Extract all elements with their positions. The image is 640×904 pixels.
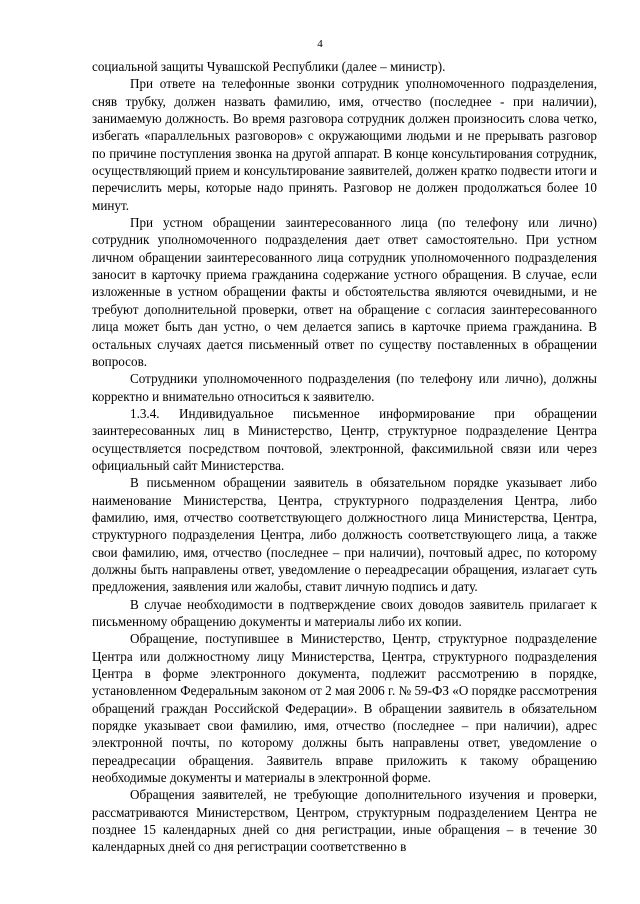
paragraph-written-request: В письменном обращении заявитель в обязательном порядке указывает либо наименование Министерства, Центра, структурного подразделения Центра, либо фамилию, имя, отчество соответствующего должностного лица Министерства, Центра, структурного подразделения Центра, либо должность соответствующего лица, а также свои фамилию, имя, отчество (последнее – при наличии), почтовый адрес, по которому должны быть направлены ответ, уведомление о переадресации обращения, излагает суть предложения, заявления или жалобы, ставит личную подпись и дату. (92, 475, 597, 595)
paragraph-review-terms: Обращения заявителей, не требующие дополнительного изучения и проверки, рассматриваются Министерством, Центром, структурным подразделением Центра не позднее 15 календарных дней со дня регистрации, иные обращения – в течение 30 календарных дней со дня регистрации соответственно в (92, 787, 597, 855)
paragraph-section-1-3-4: 1.3.4. Индивидуальное письменное информирование при обращении заинтересованных лиц в Министерство, Центр, структурное подразделение Центра осуществляется посредством почтовой, электронной, факсимильной связи или через официальный сайт Министерства. (92, 405, 597, 473)
paragraph-electronic-request: Обращение, поступившее в Министерство, Центр, структурное подразделение Центра или должностному лицу Министерства, Центра, структурного подразделения Центра в форме электронного документа, подлежит рассмотрению в порядке, установленном Федеральным законом от 2 мая 2006 г. № 59-ФЗ «О порядке рассмотрения обращений граждан Российской Федерации». В обращении заявитель в обязательном порядке указывает свои фамилию, имя, отчество (последнее – при наличии), адрес электронной почты, по которому должны быть направлены ответ, уведомление о переадресации обращения. Заявитель вправе приложить к такому обращению необходимые документы и материалы в электронной форме. (92, 631, 597, 786)
page-number: 4 (317, 38, 323, 50)
document-body (92, 58, 597, 856)
paragraph-phone-answer: При ответе на телефонные звонки сотрудник уполномоченного подразделения, сняв трубку, должен назвать фамилию, имя, отчество (последнее - при наличии), занимаемую должность. Во время разговора сотрудник должен произносить слова четко, избегать «параллельных разговоров» с окружающими людьми и не прерывать разговор по причине поступления звонка на другой аппарат. В конце консультирования сотрудник, осуществляющий прием и консультирование заявителей, должен кратко подвести итоги и перечислить меры, которые надо принять. Разговор не должен продолжаться более 10 минут. (92, 76, 597, 213)
paragraph-staff-conduct: Сотрудники уполномоченного подразделения (по телефону или лично), должны корректно и внимательно относиться к заявителю. (92, 371, 597, 404)
paragraph-oral-request: При устном обращении заинтересованного лица (по телефону или лично) сотрудник уполномоченного подразделения дает ответ самостоятельно. При устном личном обращении заинтересованного лица сотрудник уполномоченного подразделения заносит в карточку приема гражданина содержание устного обращения. В случае, если изложенные в устном обращении факты и обстоятельства являются очевидными, и не требуют дополнительной проверки, ответ на обращение с согласия заинтересованного лица может быть дан устно, о чем делается запись в карточке приема гражданина. В остальных случаях дается письменный ответ по существу поставленных в обращении вопросов. (92, 215, 597, 369)
paragraph-attachments: В случае необходимости в подтверждение своих доводов заявитель прилагает к письменному обращению документы и материалы либо их копии. (92, 596, 597, 629)
paragraph-continuation: социальной защиты Чувашской Республики (далее – министр). (92, 59, 446, 74)
